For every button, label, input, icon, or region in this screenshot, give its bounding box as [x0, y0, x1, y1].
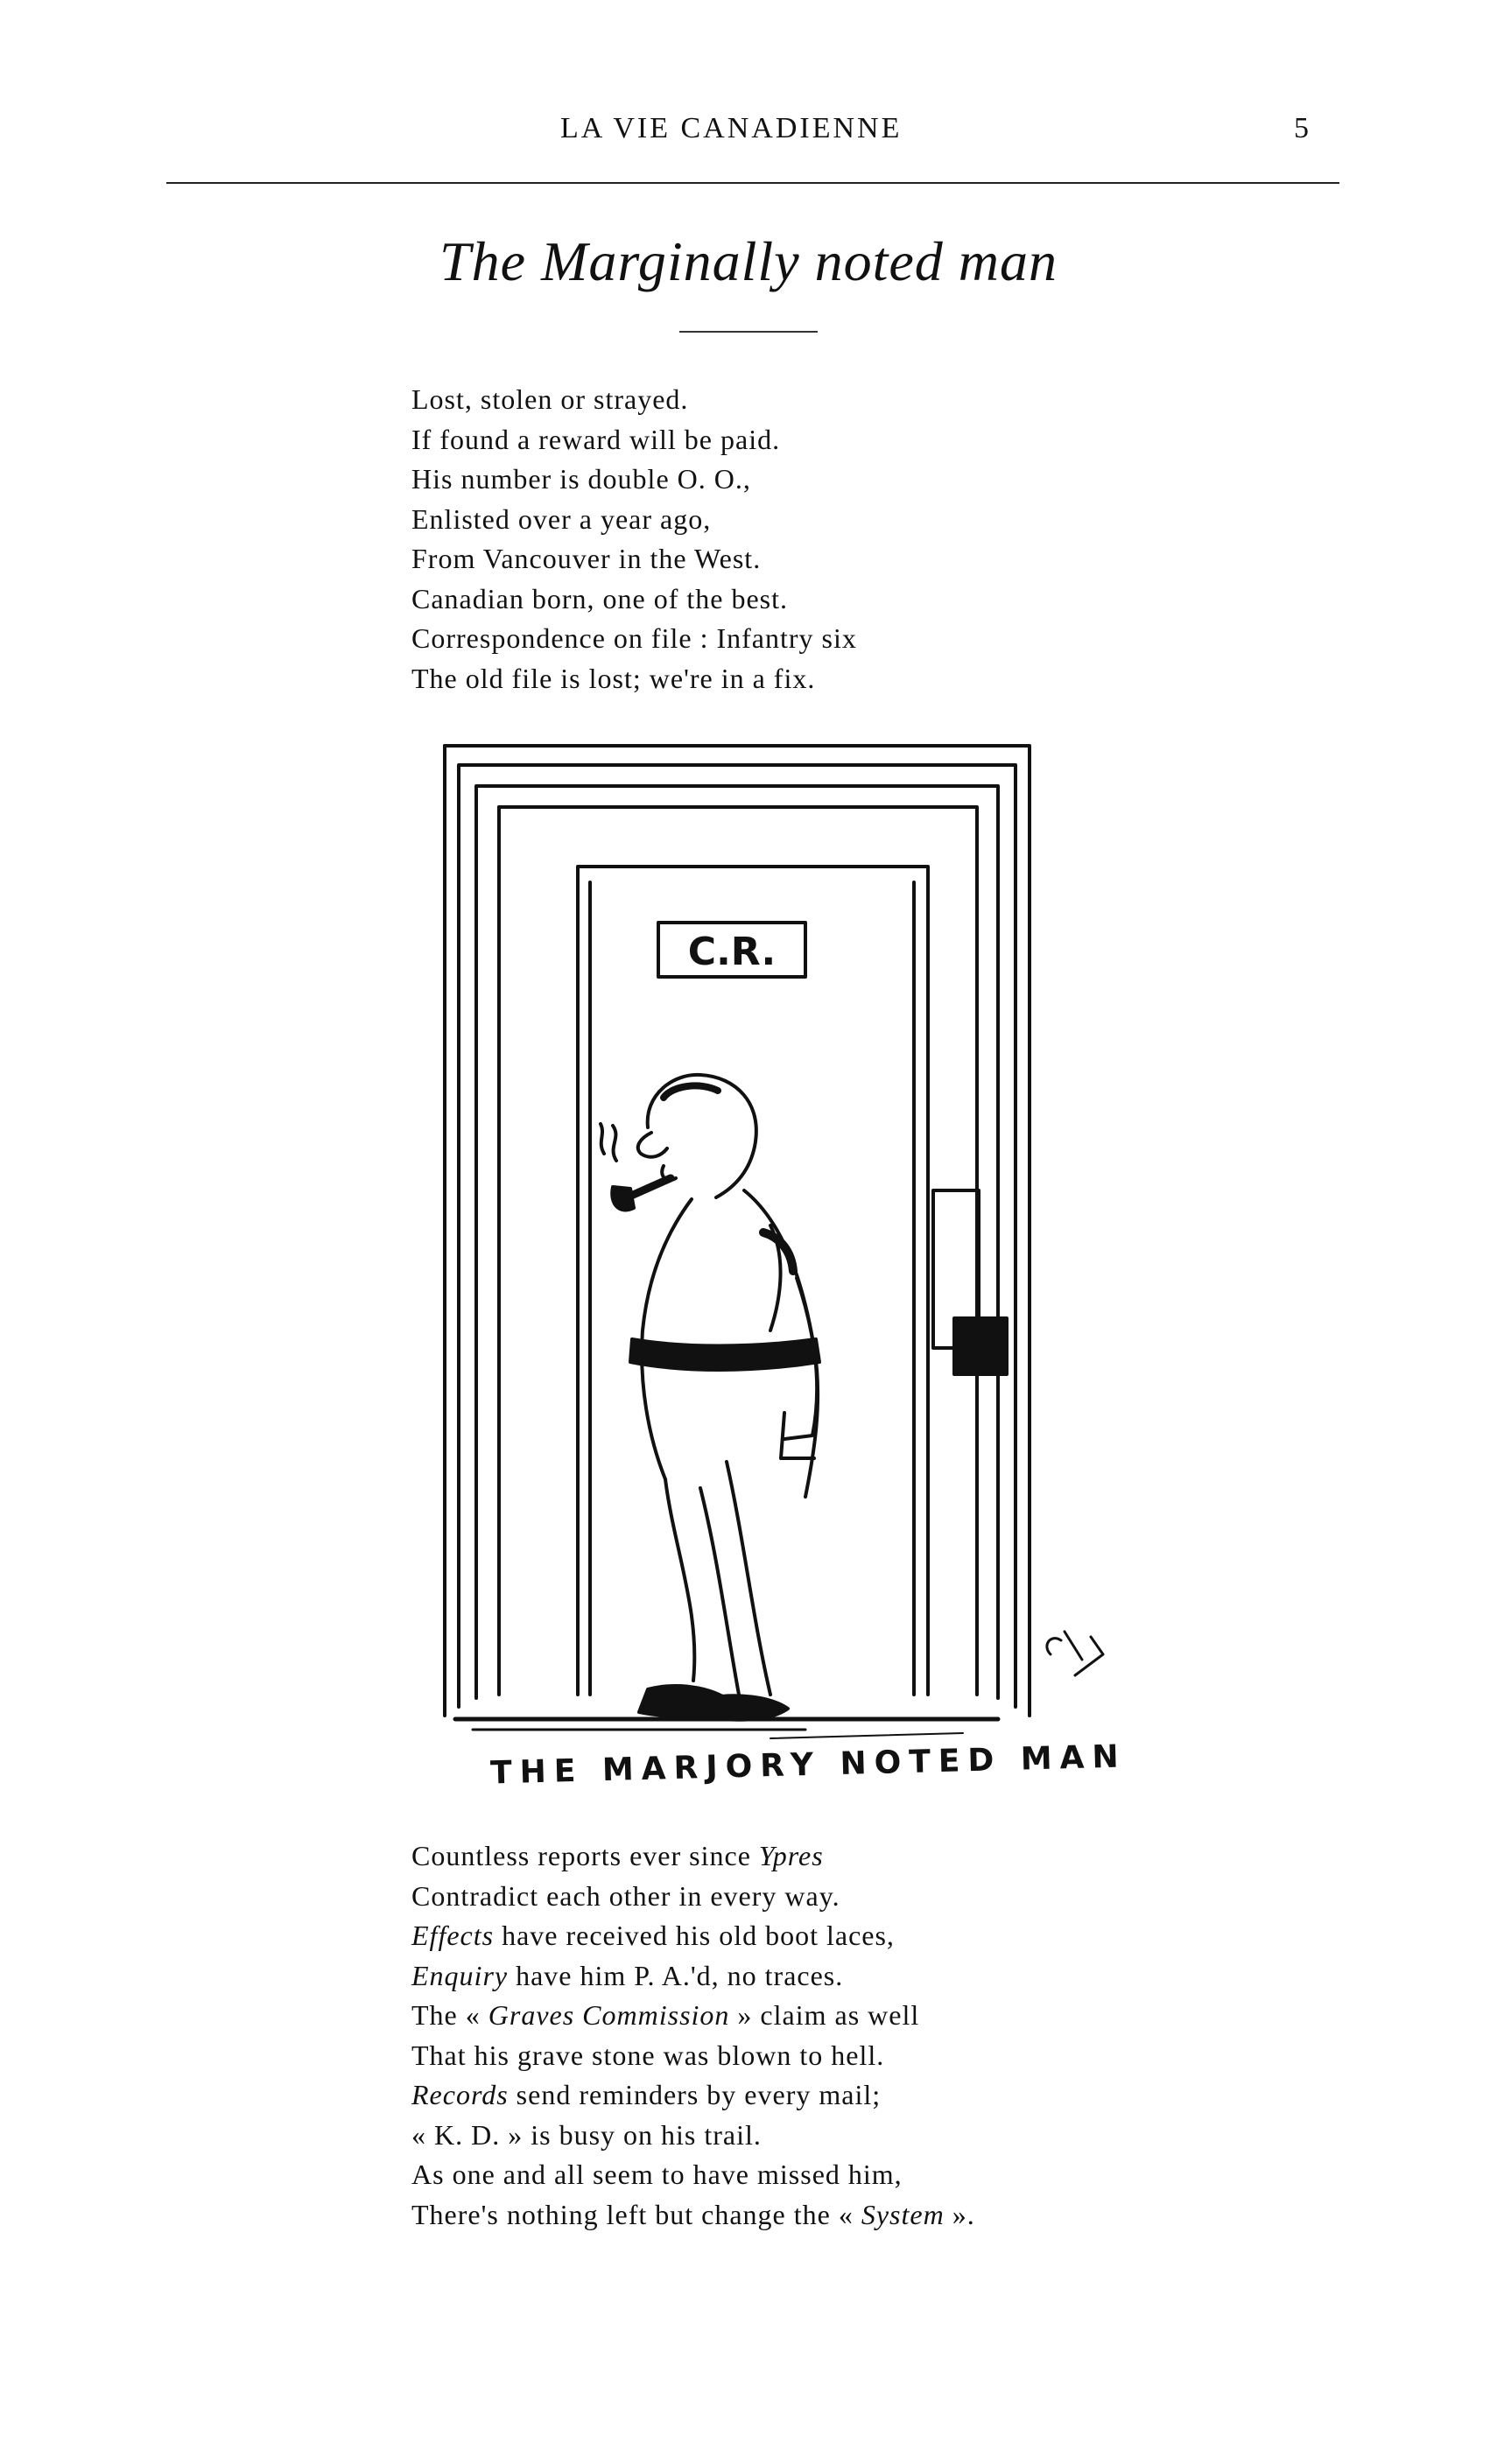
verse-italic: Graves Commission — [488, 1999, 730, 2031]
verse-text: » claim as well — [729, 1999, 920, 2031]
running-title: LA VIE CANADIENNE — [560, 112, 903, 144]
running-header — [0, 112, 1497, 156]
verse-line: Enlisted over a year ago, — [411, 502, 712, 535]
verse-line: If found a reward will be paid. — [411, 423, 781, 455]
verse-line: Correspondence on file : Infantry six — [411, 622, 857, 654]
page-number: 5 — [1294, 112, 1309, 144]
verse-text: ». — [944, 2198, 975, 2230]
verse-italic: System — [861, 2198, 945, 2230]
verse-text: The « — [411, 1999, 488, 2031]
verse-line — [411, 2075, 975, 2116]
verse-line — [411, 1956, 975, 1997]
verse-line — [411, 1836, 975, 1877]
verse-text: There's nothing left but change the « — [411, 2198, 861, 2230]
verse-italic: Ypres — [758, 1840, 824, 1871]
verse-line: From Vancouver in the West. — [411, 543, 762, 574]
stanza-1 — [411, 380, 857, 698]
verse-line: Contradict each other in every way. — [411, 1879, 840, 1912]
verse-italic: Effects — [411, 1920, 495, 1951]
illustration-caption: THE MARJORY NOTED MAN — [490, 1738, 1128, 1792]
verse-italic: Enquiry — [411, 1959, 509, 1991]
header-rule — [166, 182, 1339, 184]
verse-text: have him P. A.'d, no traces. — [508, 1959, 844, 1991]
cartoon-illustration — [438, 735, 1138, 1812]
door-sign-text: C.R. — [687, 930, 777, 974]
verse-line: The old file is lost; we're in a fix. — [411, 662, 816, 694]
verse-line — [411, 2195, 975, 2236]
title-rule — [679, 331, 818, 333]
verse-text: have received his old boot laces, — [494, 1920, 895, 1951]
stanza-2 — [411, 1836, 975, 2235]
caption-lettering — [490, 1729, 1191, 1799]
poem-title: The Marginally noted man — [439, 230, 1058, 292]
verse-line — [411, 1916, 975, 1956]
verse-line: Lost, stolen or strayed. — [411, 383, 689, 415]
verse-line — [411, 1996, 975, 2036]
verse-text: send reminders by every mail; — [508, 2079, 882, 2110]
verse-line: As one and all seem to have missed him, — [411, 2159, 903, 2190]
verse-line: That his grave stone was blown to hell. — [411, 2039, 885, 2071]
verse-text: Countless reports ever since — [411, 1840, 759, 1871]
verse-line: Canadian born, one of the best. — [411, 582, 788, 614]
verse-italic: Records — [411, 2079, 509, 2110]
verse-line: His number is double O. O., — [411, 463, 751, 495]
verse-line: « K. D. » is busy on his trail. — [411, 2118, 762, 2151]
